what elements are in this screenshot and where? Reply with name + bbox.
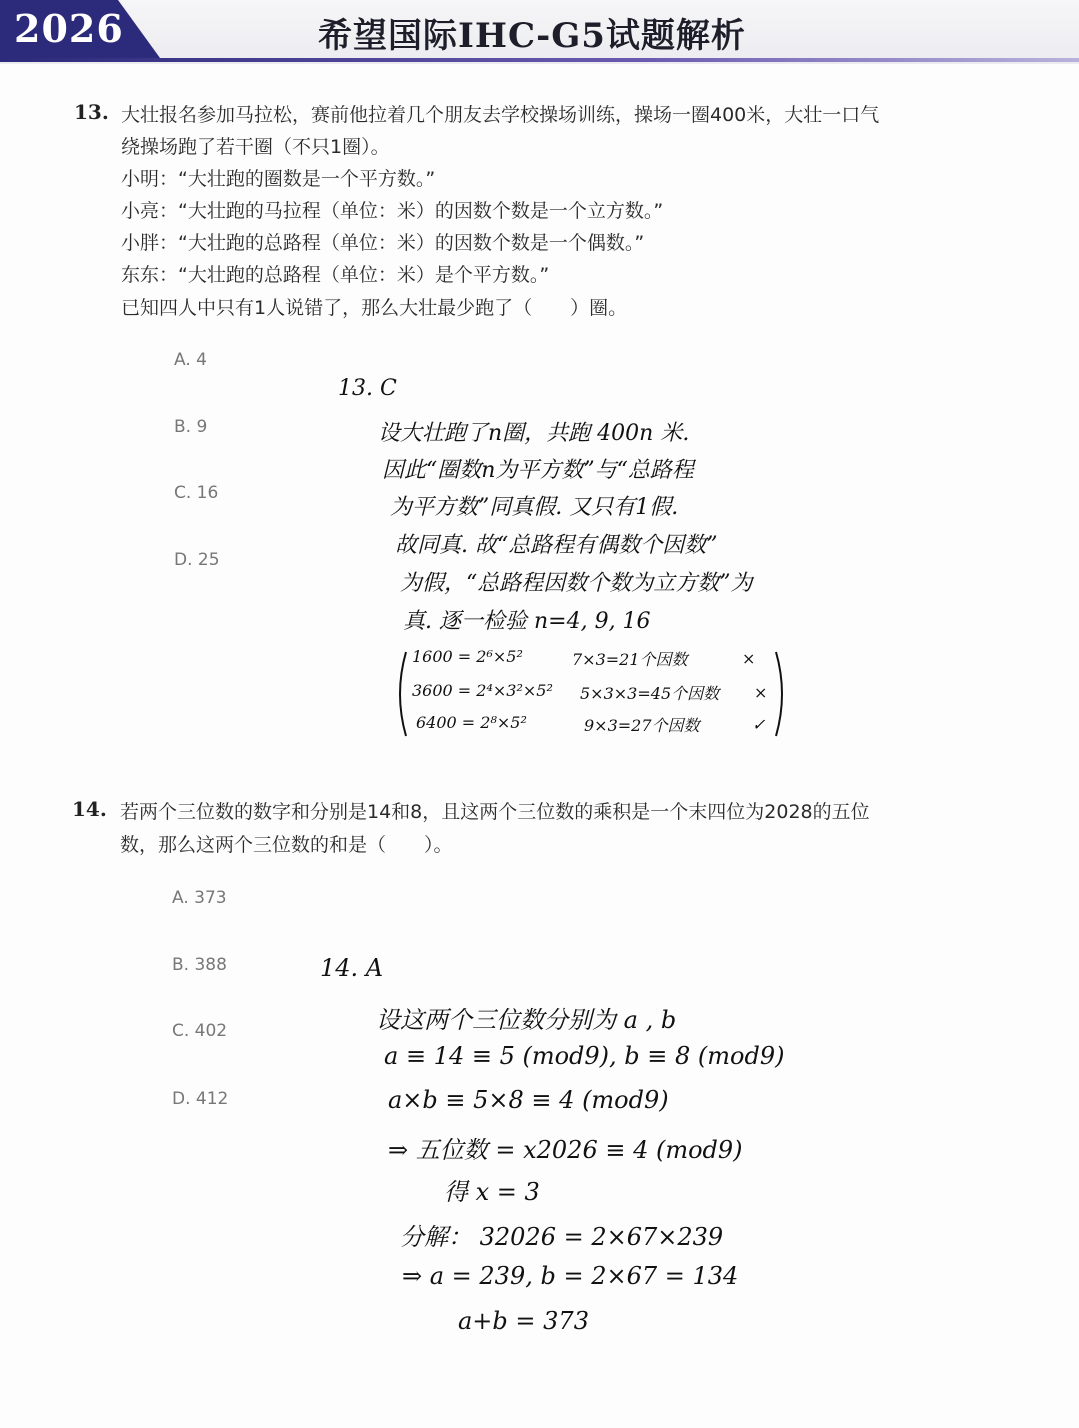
q13-option-d: D. 25 xyxy=(174,550,220,570)
year-label: 2026 xyxy=(14,6,124,51)
q13-check-count: 7×3=21个因数 xyxy=(572,650,688,669)
q13-check-mark: ✓ xyxy=(752,715,766,734)
q14-solution-line: a+b = 373 xyxy=(458,1307,589,1335)
q14-line: 数，那么这两个三位数的和是（ ）。 xyxy=(120,834,453,856)
q14-option-a: A. 373 xyxy=(172,888,227,908)
q13-solution-line: 真. 逐一检验 n=4, 9, 16 xyxy=(403,609,651,634)
q14-solution-line: ⇒ 五位数 = x2026 ≡ 4 (mod9) xyxy=(388,1136,743,1164)
q13-solution-line: 为假，“总路程因数个数为立方数”为 xyxy=(400,571,753,596)
q13-line: 东东：“大壮跑的总路程（单位：米）是个平方数。” xyxy=(121,264,550,286)
q13-answer: 13. C xyxy=(338,376,397,401)
q14-number: 14. xyxy=(72,797,107,821)
q13-check-mark: × xyxy=(742,649,756,668)
q13-solution-line: 为平方数”同真假. 又只有1假. xyxy=(390,495,679,520)
q13-solution-line: 故同真. 故“总路程有偶数个因数” xyxy=(395,533,718,558)
q14-solution-line: 得 x = 3 xyxy=(444,1178,540,1206)
q13-check-eq: 6400 = 2⁸×5² xyxy=(416,713,527,732)
q14-solution-line: ⇒ a = 239, b = 2×67 = 134 xyxy=(402,1262,739,1290)
q13-number: 13. xyxy=(74,100,109,124)
q13-option-a: A. 4 xyxy=(174,350,207,370)
q13-line: 已知四人中只有1人说错了，那么大壮最少跑了（ ）圈。 xyxy=(121,297,628,319)
q13-check-mark: × xyxy=(754,683,768,702)
q13-check-count: 9×3=27个因数 xyxy=(584,716,700,735)
q13-check-eq: 1600 = 2⁶×5² xyxy=(412,647,523,666)
q13-line: 绕操场跑了若干圈（不只1圈）。 xyxy=(121,136,390,158)
q13-check-eq: 3600 = 2⁴×3²×5² xyxy=(412,681,553,700)
q14-solution-line: a×b ≡ 5×8 ≡ 4 (mod9) xyxy=(388,1086,669,1114)
header-divider xyxy=(0,58,1079,62)
q13-line: 小胖：“大壮跑的总路程（单位：米）的因数个数是一个偶数。” xyxy=(121,232,645,254)
q13-solution-line: 因此“圈数n为平方数”与“总路程 xyxy=(382,458,694,483)
q13-line: 小亮：“大壮跑的马拉程（单位：米）的因数个数是一个立方数。” xyxy=(121,200,664,222)
q13-solution-line: 设大壮跑了n圈，共跑 400n 米. xyxy=(378,421,690,446)
q14-line: 若两个三位数的数字和分别是14和8，且这两个三位数的乘积是一个末四位为2028的五位 xyxy=(120,801,870,823)
q14-solution-line: 设这两个三位数分别为 a , b xyxy=(376,1006,677,1034)
q13-check-count: 5×3×3=45个因数 xyxy=(580,684,720,703)
q14-option-d: D. 412 xyxy=(172,1089,229,1109)
q13-line: 小明：“大壮跑的圈数是一个平方数。” xyxy=(121,168,436,190)
q13-option-c: C. 16 xyxy=(174,483,219,503)
q14-answer: 14. A xyxy=(320,954,384,982)
q14-solution-line: 分解： 32026 = 2×67×239 xyxy=(400,1223,724,1251)
q14-option-c: C. 402 xyxy=(172,1021,228,1041)
q14-solution-line: a ≡ 14 ≡ 5 (mod9), b ≡ 8 (mod9) xyxy=(384,1042,785,1070)
q13-line: 大壮报名参加马拉松，赛前他拉着几个朋友去学校操场训练，操场一圈400米，大壮一口气 xyxy=(121,104,880,126)
q14-option-b: B. 388 xyxy=(172,955,227,975)
page-title: 希望国际IHC-G5试题解析 xyxy=(318,16,746,56)
q13-option-b: B. 9 xyxy=(174,417,208,437)
